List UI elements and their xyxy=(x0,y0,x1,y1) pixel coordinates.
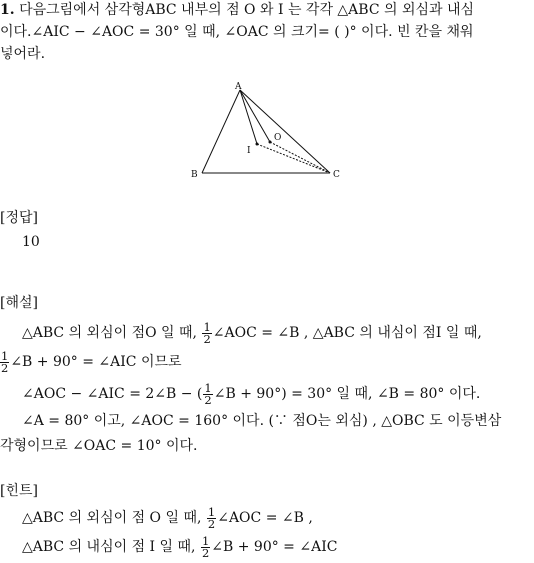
label-i: I xyxy=(247,146,251,156)
segment-ao xyxy=(240,90,270,142)
segment-ic xyxy=(257,144,330,173)
solution-text-2: ∠B + 90° = ∠AIC 이므로 xyxy=(10,354,182,370)
hint-text-1b: ∠AOC = ∠B , xyxy=(217,510,313,526)
point-o xyxy=(269,141,272,144)
problem-line-2: 이다.∠AIC − ∠AOC = 30° 일 때, ∠OAC 의 크기= ( )° 이다. 빈 칸을 채워 xyxy=(0,24,474,40)
fraction-half xyxy=(0,348,9,375)
fraction-numerator: 1 xyxy=(1,348,9,363)
hint-text-1a: △ABC 의 외심이 점 O 일 때, xyxy=(22,510,206,526)
solution-line-1 xyxy=(22,319,482,347)
fraction-numerator: 1 xyxy=(207,504,216,519)
solution-text-1a: △ABC 의 외심이 점O 일 때, xyxy=(22,325,202,341)
fraction-numerator: 1 xyxy=(203,319,211,334)
fraction-denominator: 2 xyxy=(204,392,212,407)
segment-oc xyxy=(270,142,330,173)
label-c: C xyxy=(333,170,340,180)
hint-line-1 xyxy=(22,504,313,532)
fraction-numerator: 1 xyxy=(201,533,210,548)
fraction-half xyxy=(203,380,212,407)
problem-line-1 xyxy=(0,1,474,19)
problem-number: 1. xyxy=(0,2,15,18)
fraction-denominator: 2 xyxy=(203,331,211,346)
solution-line-3 xyxy=(22,380,480,408)
solution-line-2 xyxy=(0,348,182,376)
fraction-denominator: 2 xyxy=(201,545,210,560)
hint-line-2 xyxy=(22,533,337,561)
label-a: A xyxy=(235,82,242,92)
fraction-half xyxy=(207,504,216,531)
solution-heading: [해설] xyxy=(0,295,38,311)
fraction-numerator: 1 xyxy=(204,380,212,395)
label-b: B xyxy=(191,170,198,180)
answer-value: 10 xyxy=(22,234,40,250)
point-i xyxy=(256,143,259,146)
solution-text-3b: ∠B + 90°) = 30° 일 때, ∠B = 80° 이다. xyxy=(213,386,481,402)
label-o: O xyxy=(274,133,282,143)
hint-text-2a: △ABC 의 내심이 점 I 일 때, xyxy=(22,539,200,555)
hint-text-2b: ∠B + 90° = ∠AIC xyxy=(211,539,338,555)
problem-text-1: 다음그림에서 삼각형ABC 내부의 점 O 와 I 는 각각 △ABC 의 외심과 내심 xyxy=(14,2,475,18)
fraction-half xyxy=(201,533,210,560)
answer-heading: [정답] xyxy=(0,210,38,226)
solution-text-3a: ∠AOC − ∠AIC = 2∠B − ( xyxy=(22,386,203,402)
problem-line-3: 넣어라. xyxy=(0,46,46,62)
side-ab xyxy=(202,90,240,173)
hint-heading: [힌트] xyxy=(0,483,38,499)
fraction-half xyxy=(202,319,211,346)
triangle-figure xyxy=(185,78,350,183)
solution-line-4: ∠A = 80° 이고, ∠AOC = 160° 이다. (∵ 점O는 외심) , △OBC 도 이등변삼 xyxy=(22,413,502,429)
fraction-denominator: 2 xyxy=(1,360,9,375)
solution-line-5: 각형이므로 ∠OAC = 10° 이다. xyxy=(0,438,198,454)
solution-text-1b: ∠AOC = ∠B , △ABC 의 내심이 점I 일 때, xyxy=(212,325,482,341)
fraction-denominator: 2 xyxy=(207,516,216,531)
